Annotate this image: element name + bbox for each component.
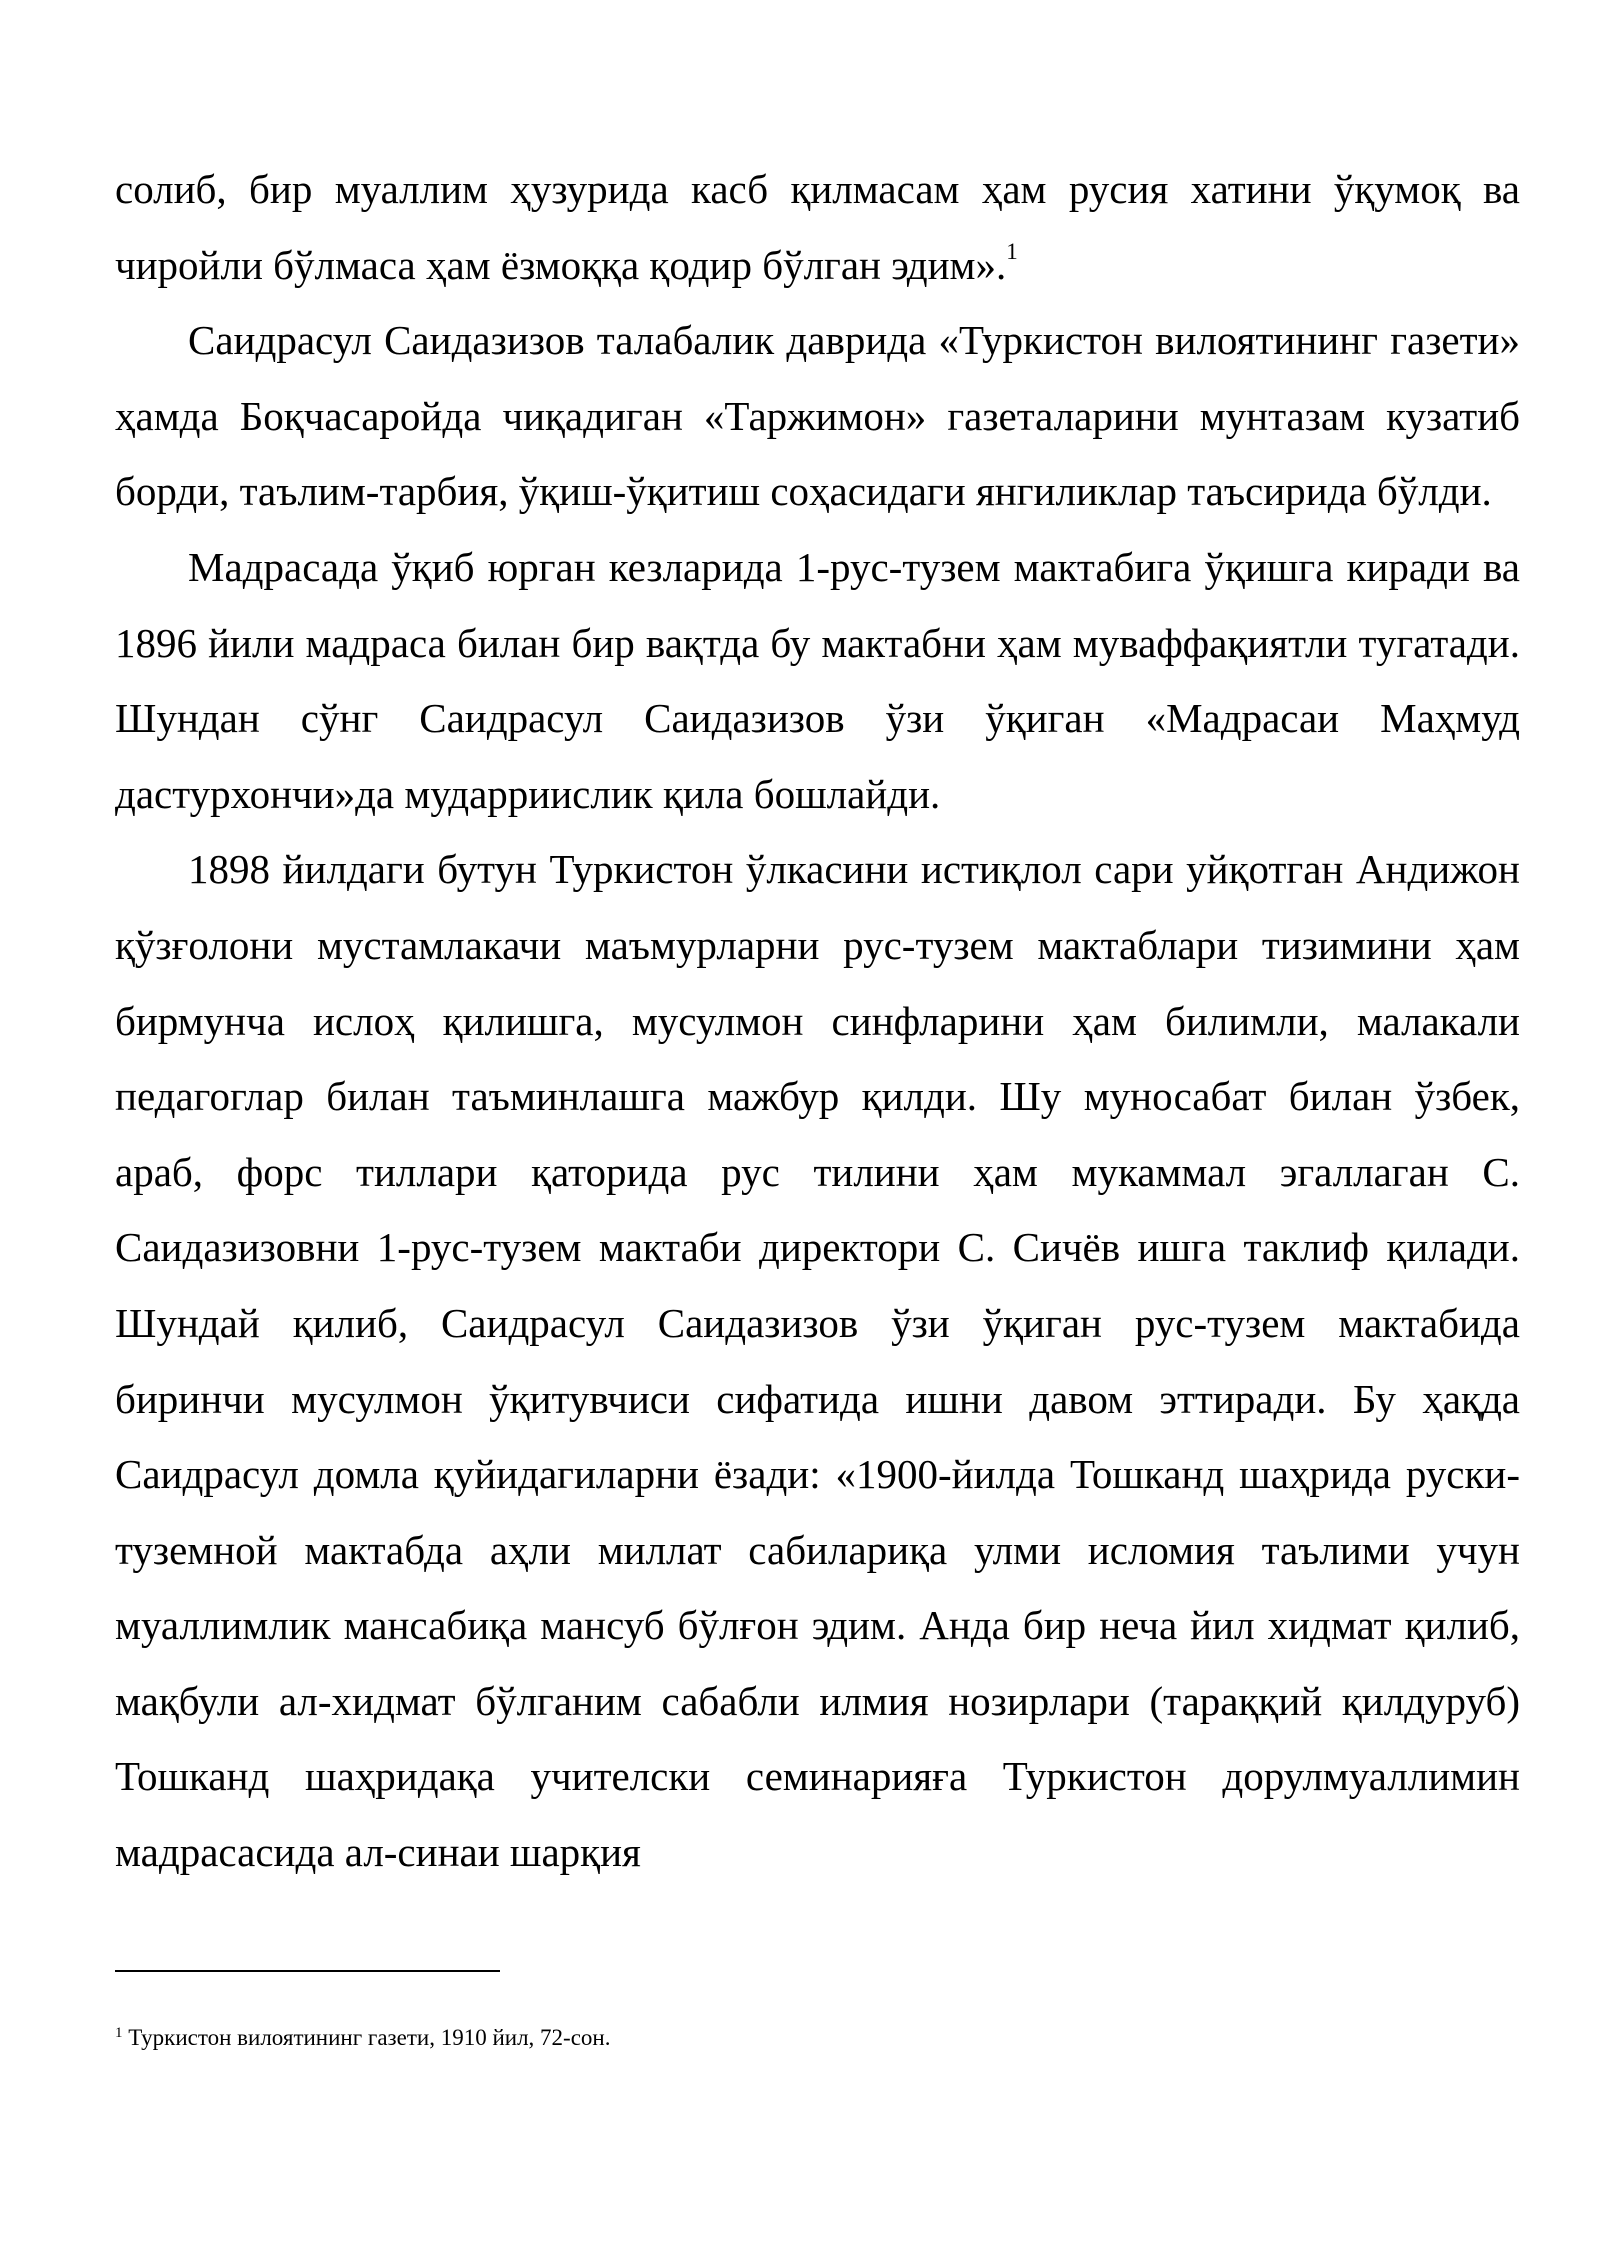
paragraph: Саидрасул Саидазизов талабалик даврида «Туркистон вилоятининг газети» ҳамда Боқчасаройда чиқадиган «Таржимон» газеталарини мунтазам кузатиб борди, таълим-тарбия, ўқиш-ўқитиш соҳасидаги янгиликлар таъсирида бўлди. [115,317,1520,515]
paragraph-text: солиб, бир муаллим ҳузурида касб қилмасам ҳам русия хатини ўқумоқ ва чиройли бўлмаса ҳам ёзмоққа қодир бўлган эдим». [115,166,1520,288]
footnote-separator [115,1970,500,1972]
footnote [115,2022,1520,2054]
paragraph: 1898 йилдаги бутун Туркистон ўлкасини истиқлол сари уйқотган Андижон қўзғолони мустамлакачи маъмурларни рус-тузем мактаблари тизимини ҳам бирмунча ислоҳ қилишга, мусулмон синфларини ҳам билимли, малакали педагоглар билан таъминлашга мажбур қилди. Шу муносабат билан ўзбек, араб, форс тиллари қаторида рус тилини ҳам мукаммал эгаллаган С. Саидазизовни 1-рус-тузем мактаби директори С. Сичёв ишга таклиф қилади. Шундай қилиб, Саидрасул Саидазизов ўзи ўқиган рус-тузем мактабида биринчи мусулмон ўқитувчиси сифатида ишни давом эттиради. Бу ҳақда Саидрасул домла қуйидагиларни ёзади: «1900-йилда Тошканд шаҳрида руски-туземной мактабда аҳли миллат сабилариқа улми исломия таълими учун муаллимлик мансабиқа мансуб бўлғон эдим. Анда бир неча йил хидмат қилиб, мақбули ал-хидмат бўлганим сабабли илмия нозирлари (тараққий қилдуруб) Тошканд шаҳридақа учителски семинарияға Туркистон дорулмуаллимин мадрасасида ал-синаи шарқия [115,846,1520,1876]
footnote-marker: 1 [115,2025,123,2041]
paragraph: Мадрасада ўқиб юрган кезларида 1-рус-тузем мактабига ўқишга киради ва 1896 йили мадраса билан бир вақтда бу мактабни ҳам муваффақиятли тугатади. Шундан сўнг Саидрасул Саидазизов ўзи ўқиган «Мадрасаи Маҳмуд дастурхончи»да мударриислик қила бошлайди. [115,543,1520,817]
document-body [115,152,1520,1891]
footnote-reference: 1 [1006,238,1018,264]
footnote-text: Туркистон вилоятининг газети, 1910 йил, 72-сон. [122,2025,611,2050]
paragraph-continuation [115,152,1520,303]
